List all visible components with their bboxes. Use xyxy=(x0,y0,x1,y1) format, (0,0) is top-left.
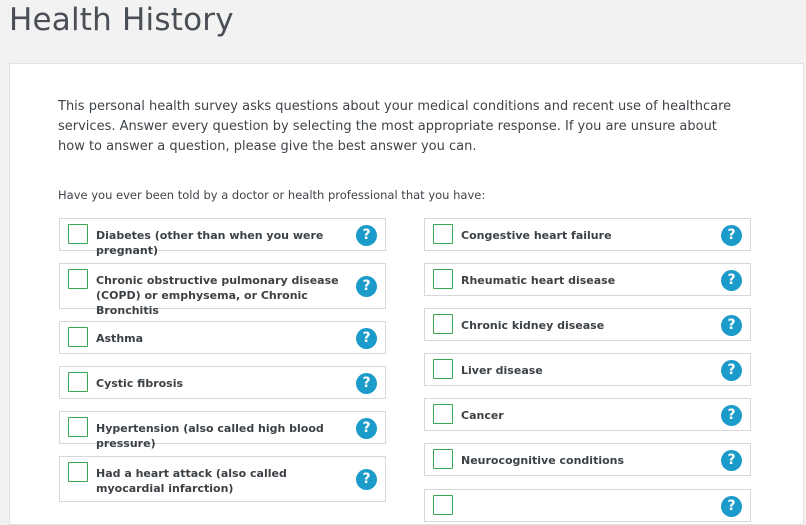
help-icon[interactable]: ? xyxy=(356,469,377,490)
option-diabetes[interactable] xyxy=(59,218,386,257)
option-label: Neurocognitive conditions xyxy=(461,454,625,467)
option-copd[interactable] xyxy=(59,263,386,317)
help-icon[interactable]: ? xyxy=(356,418,377,439)
checkbox[interactable] xyxy=(433,449,453,469)
option-cystic-fibrosis[interactable] xyxy=(59,366,386,399)
option-congestive-heart-failure[interactable] xyxy=(424,218,751,251)
page-title: Health History xyxy=(9,2,234,38)
help-icon[interactable]: ? xyxy=(721,270,742,291)
checkbox[interactable] xyxy=(433,404,453,424)
option-label: Cystic fibrosis xyxy=(96,377,184,390)
checkbox[interactable] xyxy=(68,224,88,244)
checkbox[interactable] xyxy=(68,372,88,392)
help-icon[interactable]: ? xyxy=(356,373,377,394)
option-label: Chronic obstructive pulmonary disease (COPD) or emphysema, or Chronic Bronchitis xyxy=(96,274,339,317)
option-cancer[interactable] xyxy=(424,398,751,431)
option-label: Rheumatic heart disease xyxy=(461,274,616,287)
help-icon[interactable]: ? xyxy=(356,328,377,349)
help-icon[interactable]: ? xyxy=(721,225,742,246)
help-icon[interactable]: ? xyxy=(721,360,742,381)
help-icon[interactable]: ? xyxy=(356,225,377,246)
help-icon[interactable]: ? xyxy=(721,450,742,471)
help-icon[interactable]: ? xyxy=(721,405,742,426)
checkbox[interactable] xyxy=(433,269,453,289)
option-partial[interactable] xyxy=(424,489,751,522)
checkbox[interactable] xyxy=(68,327,88,347)
question-text: Have you ever been told by a doctor or health professional that you have: xyxy=(58,188,486,202)
help-icon[interactable]: ? xyxy=(721,496,742,517)
option-label: Congestive heart failure xyxy=(461,229,612,242)
option-label: Hypertension (also called high blood pressure) xyxy=(96,422,324,450)
option-rheumatic-heart-disease[interactable] xyxy=(424,263,751,296)
option-liver-disease[interactable] xyxy=(424,353,751,386)
help-icon[interactable]: ? xyxy=(356,276,377,297)
survey-card xyxy=(9,63,804,525)
checkbox[interactable] xyxy=(433,359,453,379)
help-icon[interactable]: ? xyxy=(721,315,742,336)
option-asthma[interactable] xyxy=(59,321,386,354)
checkbox[interactable] xyxy=(433,495,453,515)
option-label: Liver disease xyxy=(461,364,543,377)
option-neurocognitive-conditions[interactable] xyxy=(424,443,751,476)
option-heart-attack[interactable] xyxy=(59,456,386,502)
checkbox[interactable] xyxy=(433,314,453,334)
option-chronic-kidney-disease[interactable] xyxy=(424,308,751,341)
option-label: Chronic kidney disease xyxy=(461,319,605,332)
checkbox[interactable] xyxy=(68,269,88,289)
option-hypertension[interactable] xyxy=(59,411,386,450)
survey-intro-text: This personal health survey asks questions about your medical conditions and recent use of healthcare services. Answer every question by selecting the most appropriate response. If you are unsure about how to answer a question, please give the best answer you can. xyxy=(58,99,732,154)
checkbox[interactable] xyxy=(68,417,88,437)
checkbox[interactable] xyxy=(68,462,88,482)
option-label: Asthma xyxy=(96,332,144,345)
option-label: Cancer xyxy=(461,409,504,422)
option-label: Diabetes (other than when you were pregnant) xyxy=(96,229,324,257)
option-label: Had a heart attack (also called myocardial infarction) xyxy=(96,467,287,495)
checkbox[interactable] xyxy=(433,224,453,244)
